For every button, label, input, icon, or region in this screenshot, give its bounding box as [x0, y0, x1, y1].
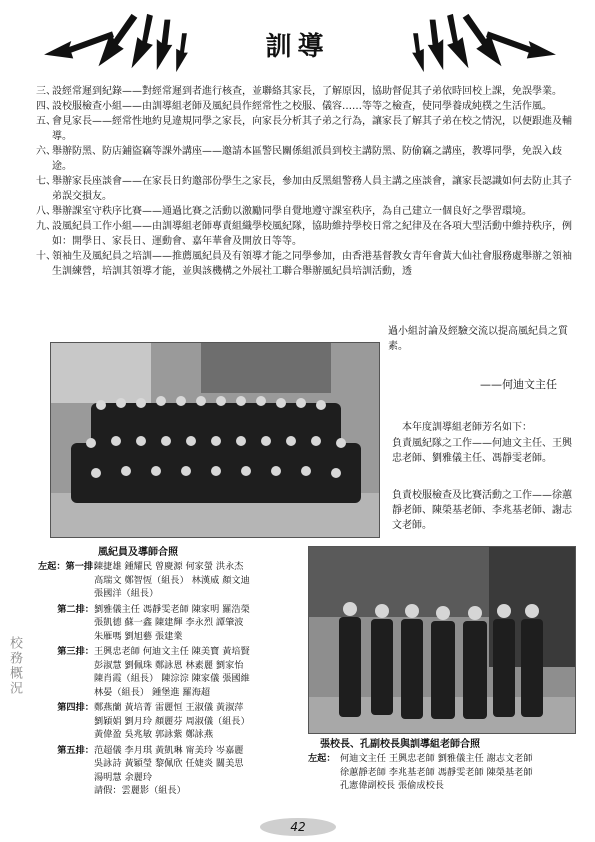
list-item: 三、 設經常遲到紀錄——對經常遲到者進行核查，並聯絡其家長，了解原因，協助督促其子弟依時回校上課，免誤學業。	[36, 86, 562, 97]
teachers-intro: 本年度訓導組老師芳名如下：	[402, 422, 532, 433]
photo2-names	[308, 752, 578, 793]
group-photo-prefects	[50, 342, 380, 538]
teachers-duty-2: 負責校服檢查及比賽活動之工作——徐蕙靜老師、陳榮基老師、李兆基老師、謝志文老師。	[392, 490, 572, 531]
list-item: 六、 舉辦防黑、防店鋪盜竊等課外講座——邀請本區警民關係組派員到校主講防黑、防偷竊之講座，教導同學，免誤入歧途。	[36, 146, 562, 172]
list-item: 八、 舉辦課室守秩序比賽——通過比賽之活動以激勵同學自覺地遵守課室秩序，為自己建立一個良好之學習環境。	[36, 206, 532, 217]
photo-placeholder-icon	[309, 547, 575, 733]
name-row: 第四排： 鄭燕蘭 黃培菁 雷麗恒 王淑儀 黃淑萍 劉穎娟 劉月玲 顏麗芬 周淑儀（組長） 黃偉盈 吳兆敏 郭詠紫 鄭詠燕	[57, 702, 250, 740]
teachers-duty-1: 負責風紀隊之工作——何迪文主任、王興忠老師、劉雅儀主任、馮靜雯老師。	[392, 438, 572, 464]
name-row: 左起： 何迪文主任 王興忠老師 劉雅儀主任 謝志文老師 徐蕙靜老師 李兆基老師 馮靜雯老師 陳榮基老師 孔憲偉副校長 張偷成校長	[308, 753, 533, 791]
discipline-items-list	[36, 84, 574, 279]
list-item: 四、 設校服檢查小組——由訓導組老師及風紀員作經常性之校服、儀容……等等之檢查，使同學養成純樸之生活作風。	[36, 101, 552, 112]
photo-placeholder-icon	[51, 343, 379, 537]
name-row: 第五排： 范超儀 李月琪 黃凱琳 甯美玲 岑嘉麗 吳詠詩 黃穎瑩 黎佩欣 任婕炎 關美思 湯明慧 余麗玲 請假：雲麗影（組長）	[57, 744, 244, 796]
name-row: 第三排： 王興忠老師 何迪文主任 陳美寶 黃培賢 彭淑慧 劉佩珠 鄭詠恩 林素麗 劉家怡 陳肖霞（組長） 陳淙淙 陳家儀 張國維 林晏（組長） 鍾堡進 羅海超	[57, 646, 250, 698]
section-side-tab: 校務概況	[7, 636, 22, 696]
list-item: 七、 舉辦家長座談會——在家長日約邀部份學生之家長，參加由反黑組警務人員主講之座談會，讓家長認識如何去防止其子弟誤交損友。	[36, 176, 572, 202]
item-ten-continuation: 過小組討論及經驗交流以提高風紀員之質素。	[388, 326, 568, 352]
photo1-caption: 風紀員及導師合照	[98, 547, 178, 558]
page-number: 42	[260, 818, 336, 836]
list-item: 九、 設風紀員工作小組——由訓導組老師專責組織學校風紀隊，協助維持學校日常之紀律及在各項大型活動中維持秩序，例如：開學日、家長日、運動會、嘉年華會及開放日等等。	[36, 221, 572, 247]
photo2-caption: 張校長、孔副校長與訓導組老師合照	[320, 739, 480, 750]
name-row: 左起：第一排： 陳捷雄 鍾耀民 曾慶源 何家螢 洪永杰 高瑞文 鄭智恆（組長） 林漢威 顏文迪 張國洋（組長）	[38, 561, 250, 599]
name-row: 第二排： 劉雅儀主任 馮靜雯老師 陳家明 羅浩榮 張凱德 蘇一鑫 陳建輝 李永烈 譚肇波 朱雁嗎 劉旭藝 張建業	[57, 603, 250, 642]
group-photo-teachers	[308, 546, 576, 734]
list-item: 五、 會見家長——經常性地約見違規同學之家長，向家長分析其子弟之行為，讓家長了解其子弟在校之情況，以便跟進及輔導。	[36, 116, 572, 142]
photo1-names	[38, 560, 308, 798]
page-title: 訓導	[265, 32, 330, 62]
signature: ——何迪文主任	[480, 378, 557, 391]
list-item: 十、 領袖生及風紀員之培訓——推薦風紀員及有領導才能之同學參加，由香港基督教女青年會黃大仙社會服務處舉辦之領袖生訓練營，培訓其領導才能，並與該機構之外展社工聯合舉辦風紀員培訓活動，透	[36, 251, 572, 277]
